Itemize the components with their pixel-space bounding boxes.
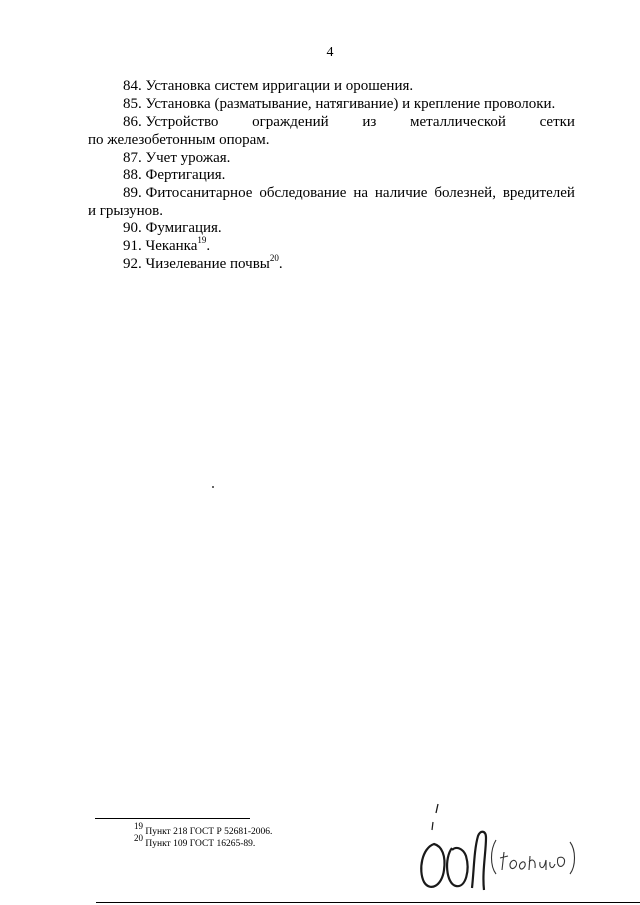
list-item-91-text: 91. Чеканка — [123, 238, 198, 254]
footnote-19-number: 19 — [134, 820, 143, 831]
list-item-86-word: ограждений — [252, 114, 329, 130]
list-item-92 — [123, 255, 283, 273]
footnote-19 — [134, 820, 273, 838]
list-item-89-word: вредителей — [502, 185, 575, 201]
list-item-88: 88. Фертигация. — [123, 167, 226, 183]
list-item-86-word: 86. Устройство — [123, 114, 219, 130]
list-item-92-period: . — [278, 256, 283, 272]
list-item-85: 85. Установка (разматывание, натягивание) и крепление проволоки. — [123, 96, 556, 112]
list-item-86-continuation: по железобетонным опорам. — [88, 132, 270, 148]
scan-speck — [212, 486, 214, 488]
page-bottom-border — [96, 902, 640, 903]
list-item-89-word: 89. Фитосанитарное — [123, 185, 253, 201]
list-item-86-word: металлической — [409, 114, 506, 130]
footnote-20 — [134, 832, 256, 850]
footnote-ref-19: 19 — [197, 235, 207, 245]
footnote-separator — [95, 818, 250, 819]
list-item-89-word: на — [353, 185, 368, 201]
list-item-86-word: сетки — [539, 114, 575, 130]
list-item-87: 87. Учет урожая. — [123, 150, 231, 166]
list-item-89-word: болезней, — [434, 185, 496, 201]
list-item-89-continuation: и грызунов. — [88, 203, 163, 219]
list-item-91-period: . — [206, 238, 211, 254]
list-item-89 — [123, 184, 575, 202]
list-item-91 — [123, 237, 210, 255]
page-number: 4 — [326, 45, 334, 60]
list-item-86-word: из — [362, 114, 377, 130]
footnote-20-text: Пункт 109 ГОСТ 16265-89. — [143, 839, 256, 849]
footnote-ref-20: 20 — [269, 253, 279, 263]
list-item-89-word: обследование — [259, 185, 347, 201]
footnote-19-text: Пункт 218 ГОСТ Р 52681-2006. — [143, 827, 273, 837]
list-item-86 — [123, 113, 575, 131]
footnote-20-number: 20 — [134, 832, 143, 843]
list-item-84: 84. Установка систем ирригации и орошения. — [123, 78, 414, 94]
list-item-92-text: 92. Чизелевание почвы — [123, 256, 270, 272]
list-item-90: 90. Фумигация. — [123, 220, 222, 236]
list-item-89-word: наличие — [374, 185, 428, 201]
handwritten-signature — [412, 800, 592, 895]
